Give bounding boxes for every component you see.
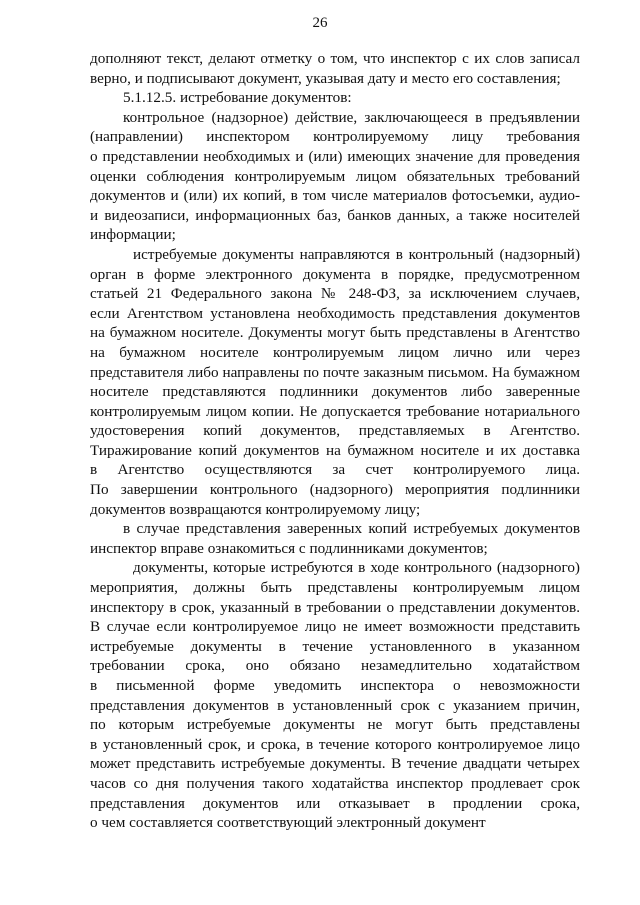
paragraph-line: часов со дня получения такого ходатайства инспектор продлевает срок [90,774,580,792]
paragraph-line: Тиражирование копий документов на бумажном носителе и их доставка [90,441,580,459]
paragraph-line: мероприятия, должны быть представлены контролируемым лицом [90,579,580,597]
paragraph-first-line: дополняют текст, делают отметку о том, что инспектор с их слов записал [90,50,580,67]
paragraph-line: представителя либо направлены по почте заказным письмом. На бумажном [90,363,580,381]
paragraph-line: представления документов или отказывает в продлении срока, [90,794,580,812]
paragraph-line: статьей 21 Федерального закона № 248-ФЗ, за исключением случаев, [90,285,580,303]
paragraph-line: о чем составляется соответствующий электронный документ [90,814,486,832]
paragraph-line: информации; [90,226,176,244]
page-number: 26 [312,15,328,31]
paragraph-line: документов возвращаются контролируемому лицу; [90,500,421,518]
paragraph-line: на бумажном носителе контролируемым лицом лично или через [90,343,580,361]
paragraph-line: (направлении) инспектором контролируемому лицу требования [90,128,580,146]
paragraph-line: в Агентство осуществляются за счет контролируемого лица. [90,461,580,479]
paragraph-line: носителе представляются подлинники документов либо заверенные [90,383,580,401]
paragraph-first-line: документы, которые истребуются в ходе контрольного (надзорного) [133,559,580,577]
paragraph-line: по которым истребуемые документы не могут быть представлены [90,716,580,734]
paragraph-first-line: в случае представления заверенных копий истребуемых документов [123,520,580,538]
paragraph-line: требовании срока, оно обязано незамедлительно ходатайством [90,657,580,675]
paragraph-line: удостоверения копий документов, представляемых в Агентство. [90,422,580,440]
paragraph-line: орган в форме электронного документа в порядке, предусмотренном [90,265,580,283]
paragraph-line: и видеозаписи, информационных баз, банков данных, а также носителей [90,206,580,224]
paragraph-line: на бумажном носителе. Документы могут быть представлены в Агентство [90,324,580,342]
paragraph-line: если Агентством установлена необходимость представления документов [90,304,580,322]
paragraph-line: В случае если контролируемое лицо не имеет возможности представить [90,618,580,636]
paragraph-line: может представить истребуемые документы. В течение двадцати четырех [90,755,580,773]
paragraph-first-line: 5.1.12.5. истребование документов: [123,89,352,107]
paragraph-line: инспектору в срок, указанный в требовании о представлении документов. [90,598,580,616]
paragraph-line: По завершении контрольного (надзорного) мероприятия подлинники [90,481,580,499]
paragraph-line: документов и (или) их копий, в том числе материалов фотосъемки, аудио- [90,187,580,205]
paragraph-line: оценки соблюдения контролируемым лицом обязательных требований [90,167,580,185]
paragraph-first-line: контрольное (надзорное) действие, заключающееся в предъявлении [123,108,580,126]
paragraph-line: инспектор вправе ознакомиться с подлинниками документов; [90,539,488,557]
paragraph-line: истребуемые документы в течение установленного в указанном [90,637,580,655]
paragraph-line: контролируемым лицом копии. Не допускается требование нотариального [90,402,580,420]
paragraph-line: о представлении необходимых и (или) имеющих значение для проведения [90,147,580,165]
paragraph-line: в письменной форме уведомить инспектора о невозможности [90,677,580,694]
paragraph-line: представления документов в установленный срок с указанием причин, [90,696,580,714]
paragraph-line: верно, и подписывают документ, указывая дату и место его составления; [90,69,561,87]
paragraph-first-line: истребуемые документы направляются в контрольный (надзорный) [133,245,580,263]
paragraph-line: в установленный срок, и срока, в течение которого контролируемое лицо [90,735,580,753]
document-body [90,49,580,833]
